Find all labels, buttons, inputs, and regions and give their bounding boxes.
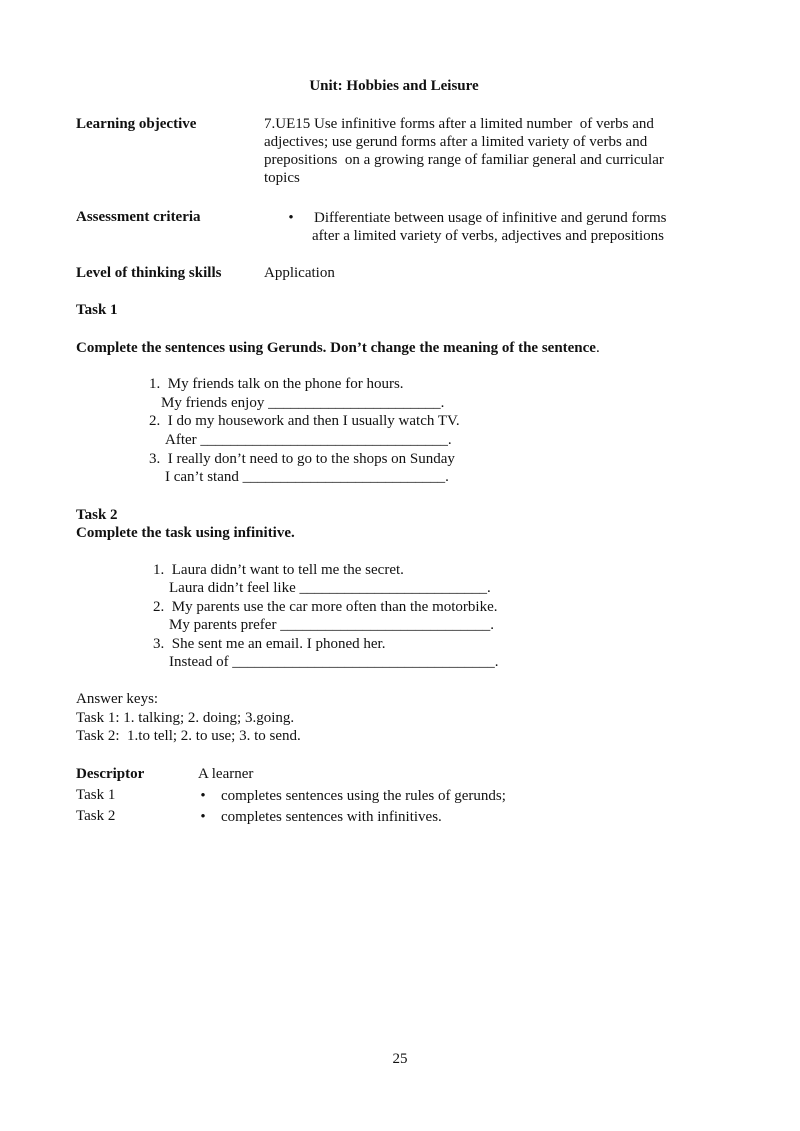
task1-instruction [76,339,600,357]
task2-sentence: 3. She sent me an email. I phoned her. [153,636,386,652]
learning-objective-label: Learning objective [76,116,197,132]
descriptor-text: completes sentences using the rules of gerunds; [221,788,506,804]
descriptor-text: completes sentences with infinitives. [221,809,442,825]
task2-heading: Task 2 [76,507,118,523]
task2-instruction: Complete the task using infinitive. [76,525,295,541]
learning-objective-line: adjectives; use gerund forms after a limited variety of verbs and [264,134,648,150]
assessment-criteria-line: after a limited variety of verbs, adjectives and prepositions [312,228,664,244]
bullet-icon: • [200,809,206,825]
learning-objective-line: topics [264,170,300,186]
task1-prompt: I can’t stand ___________________________. [165,469,449,485]
task2-prompt: Laura didn’t feel like _________________________. [169,580,491,596]
task2-prompt: My parents prefer ____________________________. [169,617,494,633]
learning-objective-line: 7.UE15 Use infinitive forms after a limited number of verbs and [264,116,654,132]
bullet-icon: • [200,788,206,804]
task1-sentence: 1. My friends talk on the phone for hours. [149,376,404,392]
thinking-skills-label: Level of thinking skills [76,265,222,281]
task1-prompt: After _________________________________. [165,432,452,448]
task1-heading: Task 1 [76,302,118,318]
descriptor-intro: A learner [198,766,254,782]
descriptor-label: Descriptor [76,766,145,782]
thinking-skills-value: Application [264,265,335,281]
assessment-criteria-line: Differentiate between usage of infinitive and gerund forms [314,210,667,226]
answer-keys-line: Task 1: 1. talking; 2. doing; 3.going. [76,710,295,726]
task1-prompt: My friends enjoy _______________________. [161,395,445,411]
task2-sentence: 2. My parents use the car more often than the motorbike. [153,599,498,615]
descriptor-task-label: Task 1 [76,787,116,803]
task1-instruction-end: . [595,340,600,356]
answer-keys-line: Task 2: 1.to tell; 2. to use; 3. to send. [76,728,301,744]
descriptor-task-label: Task 2 [76,808,116,824]
bullet-icon: • [288,210,294,226]
assessment-criteria-label: Assessment criteria [76,209,201,225]
task2-prompt: Instead of ___________________________________. [169,654,499,670]
task1-sentence: 2. I do my housework and then I usually watch TV. [149,413,460,429]
page-number: 25 [392,1051,408,1067]
task1-instruction-text: Complete the sentences using Gerunds. Don’t change the meaning of the sentence [76,340,596,356]
answer-keys-heading: Answer keys: [76,691,159,707]
task2-sentence: 1. Laura didn’t want to tell me the secret. [153,562,404,578]
task1-sentence: 3. I really don’t need to go to the shops on Sunday [149,451,455,467]
learning-objective-line: prepositions on a growing range of familiar general and curricular [264,152,664,168]
page-title: Unit: Hobbies and Leisure [309,78,479,94]
